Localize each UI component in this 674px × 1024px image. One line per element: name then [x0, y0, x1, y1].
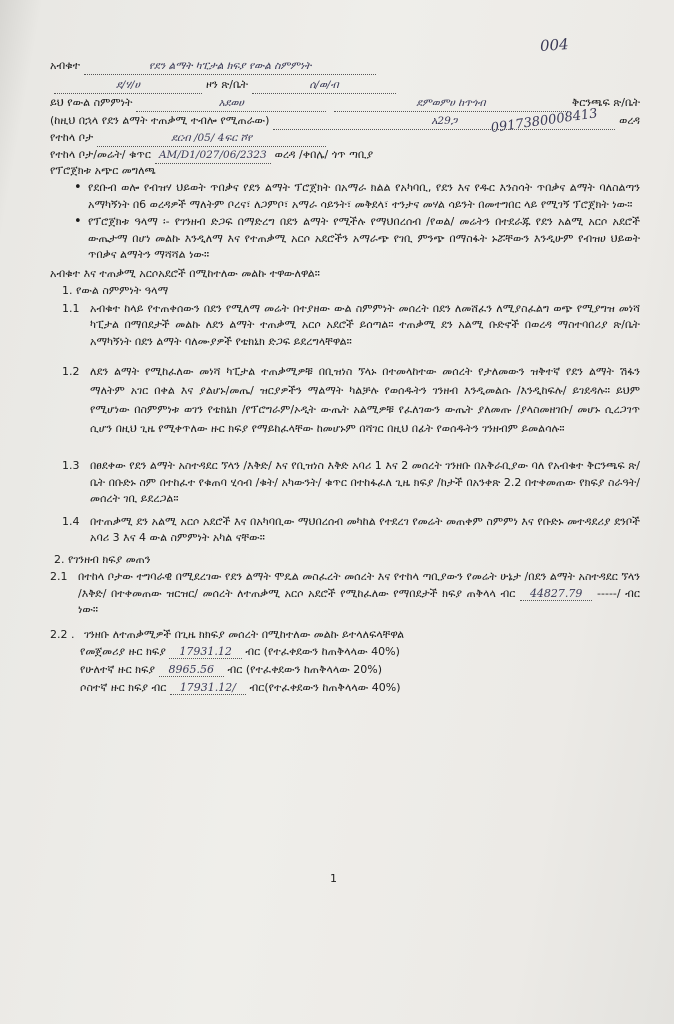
section-1-heading: 1. የውል ስምምነት ዓላማ [62, 284, 169, 297]
site-number-suffix: ወረዳ /ቀበሌ/ ጎጥ ጣቢያ [274, 148, 374, 161]
clause-text: አብቁተ ከላይ የተጠቀሰውን በደን የሚለማ መሬት በተያዘው ውል ስምምነት መሰረት በደን ለመሸፈን ለሚያስፈልግ ወጭ የሚያግዝ መነሻ ካፒታል በማበደታች መልኩ ለደን ልማት ተጠቃሚ አርሶ አደሮች ይሰጣል። ተጠቃሚ ደን አልሚ ቡድኖች በወረዳ ማስተባበሪያ ጽ/ቤት አማካኝነት በደን ልማት ባለሙያዎች የቴክኒክ ድጋፍ ይደረግላቸዋል። [90, 301, 640, 348]
site-value: ደርብ /05/ 4ፍር ሾየ [97, 130, 326, 147]
clause-2-1-text: በተከላ ቦታው ተግባራዊ በሚደረገው የደን ልማት ሞዴል መስፈረት መሰረት እና የተከላ ጣቢያውን የመሬት ሁኔታ /በደን ልማት አስተዳደር ኘላን /እቅድ/ በተቀመጠው ዝርዝር/ መሰረት ለተጠቃሚ አርሶ አደሮች የሚከፈለው የማበደታች ክፍያ ጠቅላላ ብር [78, 570, 640, 600]
header-row-3 [50, 95, 640, 112]
zone-value: ደ/ሃ/ሀ [54, 77, 202, 94]
corner-mark: 004 [539, 35, 570, 55]
clause-number: 1.4 [62, 514, 80, 528]
agreement-label: ይህ የውል ስምምነት [50, 96, 133, 109]
installment-amount: 17931.12 [169, 645, 242, 659]
clause-number: 1.2 [62, 365, 80, 378]
clause-text: በፀደቀው የደን ልማት አስተዳደር ኘላን /እቅድ/ እና የቢዝነስ እቅድ አባሪ 1 እና 2 መሰረት ገንዘቡ በአቅራቢያው ባለ የአብቁተ ቅርንጫፍ ጽ/ቤት በቡድኑ ስም በተከፈተ የቁጠባ ሂሳብ /ቁት/ አካውንት/ ቁጥር በተከፋፈለ ጊዜ ክፍያ /ከታች በአንቀጽ 2.2 በተቀመጠው የክፍያ ስራዓት/ መሰረት ገቢ ይደረጋል። [90, 459, 640, 505]
summary-heading: የፕሮጀክቱ አጭር መግለጫ [50, 164, 156, 177]
page-number: 1 [330, 872, 337, 885]
site-label: የተከላ ቦታ [50, 131, 94, 144]
installment-row [80, 661, 640, 679]
installment-suffix: ብር (የተፈቀደውን ከጠቅላላው 20%) [227, 663, 383, 676]
header-row-6 [50, 147, 373, 164]
installment-label: ሶስተኛ ዙር ክፍያ ብር [80, 681, 167, 694]
party-value-1: አደወሀ [136, 95, 326, 112]
clause-1-4 [62, 514, 640, 547]
installment-amount: 8965.56 [159, 663, 225, 677]
document-body [50, 180, 640, 697]
installment-label: የመጀመሪያ ዙር ክፍያ [80, 645, 166, 658]
installment-list [80, 643, 640, 697]
phone-number: 0917380008413 [489, 106, 599, 136]
clause-number: 2.2 . [50, 627, 75, 641]
beneficiary-clause: (ከዚህ በኋላ የደን ልማት ተጠቃሚ ተብሎ የሚጠራው) [50, 114, 270, 127]
clause-text: ለደን ልማት የሚከፈለው መነሻ ካፒታል ተጠቃሚዎቹ በቢዝነስ ኘላኑ በተመላከተው መሰረት የታለመውን ዝቅተኛ የደን ልማት ሽፋን ማለትም አገር በቀል እና ያልሆኑ/መጤ/ ዝርያዎችን ማልማት ካልቻሉ የወሰዱትን ገንዘብ እንዲመልሱ /እንዲከፍሉ/ ይገደዳሉ። ይህም የሚሆነው በስምምነቱ ወገን የቴክኒክ /የፕሮግራም/ኦዲት ውጤት አልሚዎቹ የፈለገውን ውጤት ያለመጡ /ያላስመዘገቡ/ መሆኑ ሲረጋገጥ ሲሆን በዚህ ጊዜ የሚቀጥለው ዙር ክፍያ የማይከፈላቸው ከመሆኑም በሻገር በዚህ በፊት የወሰዱትን ገንዘብም ይመልሳሉ። [90, 365, 640, 435]
clause-number: 1.1 [62, 301, 80, 315]
installment-row [80, 643, 640, 661]
clause-2-1 [50, 569, 640, 619]
abkute-label: አብቁተ [50, 59, 81, 72]
clause-1-1 [62, 301, 640, 351]
summary-bullet: • የደቡብ ወሎ የብዝሃ ህይወት ጥበቃና የደን ልማት ፕሮጀክት በአማራ ክልል የአካባቢ, የደን እና የዱር እንስሳት ጥበቃና ልማት ባለስልጣን አማካኝነት በ6 ወረዳዎች ማለትም ቦረና፣ ለጋምቦ፣ አማራ ሳይንት፣ መቅደላ፣ ተንታና መሃል ሳይንት በመተግበር ላይ የሚገኝ ፕሮጀክት ነው። [88, 180, 640, 213]
summary-bullet-list [88, 180, 640, 264]
site-number-value: AM/D1/027/06/2323 [155, 147, 271, 164]
summary-bullet: • የፕሮጀክቱ ዓላማ ፡- የገንዘብ ድጋፍ በማድረግ በደን ልማት የሚችሉ የማህበረሰብ /የወል/ መሬትን በተደራጁ የደን አልሚ አርሶ አደሮች ውጤታማ በሆነ መልኩ እንዲለማ እና የተጠቃሚ አርሶ አደሮችን አማራጭ የገቢ ምንጭ በማስፋት ኑሯቸውን እንዲሁም የብዝሀ ህይወት ጥበቃና ልማትን ማሻሻል ነው። [88, 214, 640, 264]
installment-row [80, 679, 640, 697]
clause-text: በተጠቃሚ ደን አልሚ አርሶ አደሮች እና በአካባቢው ማህበረሰብ መካከል የተደረገ የመሬት መጠቀም ስምምነ እና የቡድኑ መተዳደሪያ ደንቦች አባሪ 3 እና 4 ውል ስምምነት አካል ናቸው። [90, 514, 640, 544]
installment-label: የሁለተኛ ዙር ክፍያ [80, 663, 156, 676]
party-value-2: ደምወምሀ ከጥጎብ [334, 95, 568, 112]
header-row-1 [50, 58, 380, 75]
clause-1-2 [62, 362, 640, 438]
site-number-label: የተከላ ቦታ/መሬት/ ቁጥር [50, 148, 151, 161]
total-amount: 44827.79 [520, 587, 593, 601]
header-row-2 [50, 77, 400, 94]
clause-number: 2.1 [50, 570, 68, 583]
total-amount-suffix: -----/ ብር ነው። [78, 586, 640, 616]
clause-text: ገንዘቡ ለተጠቃሚዎች በጊዜ ክክፍያ መሰረት በሚከተለው መልኩ ይተላለፍላቸዋል [84, 627, 405, 641]
handwritten-title: የደን ልማት ካፒታል ክፍያ የውል ስምምነት [84, 58, 376, 75]
woreda-label: ወረዳ [619, 114, 640, 127]
branch-value: ሰ/ወ/ብ [252, 77, 396, 94]
clause-1-3 [62, 458, 640, 508]
installment-suffix: ብር(የተፈቀደውን ከጠቅላላው 40%) [249, 681, 401, 694]
zone-label: ዞን ጽ/ቤት [206, 78, 249, 91]
woreda-value: አ29ጋ [273, 113, 615, 130]
branch-label: ቅርንጫፍ ጽ/ቤት [571, 96, 640, 109]
section-2-heading: 2. የገንዘብ ክፍያ መጠን [54, 552, 151, 566]
agreement-statement: አብቁተ እና ተጠቃሚ አርሶአደሮች በሚከተለው መልኩ ተዋውለዋል። [50, 266, 320, 280]
clause-number: 1.3 [62, 459, 80, 472]
installment-amount: 17931.12/ [170, 681, 246, 695]
installment-suffix: ብር (የተፈቀደውን ከጠቅላላው 40%) [245, 645, 400, 658]
clause-2-2 [50, 627, 640, 644]
header-row-5 [50, 130, 330, 147]
clause-text [78, 569, 640, 619]
header-row-7 [50, 163, 156, 179]
